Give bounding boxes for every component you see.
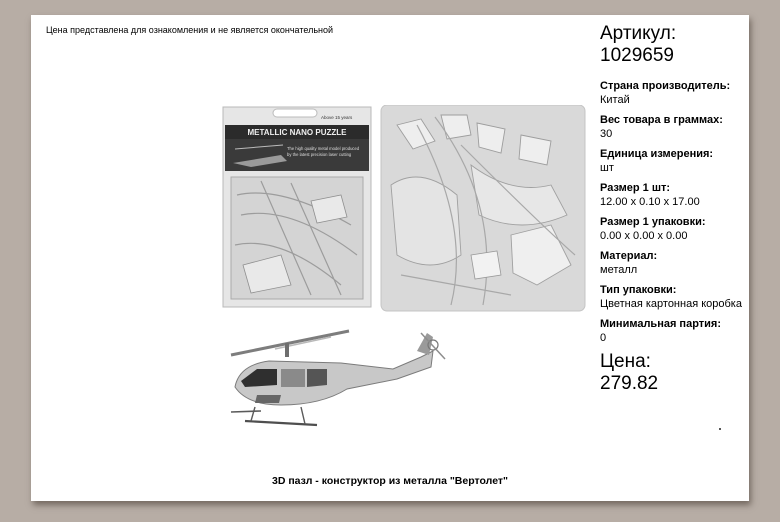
spec-label: Тип упаковки: (600, 284, 677, 296)
package-title: METALLIC NANO PUZZLE (247, 128, 347, 137)
spec-label: Минимальная партия: (600, 318, 721, 330)
price-value: 279.82 (600, 373, 659, 394)
spec-weight (600, 113, 748, 141)
spec-package-size (600, 215, 748, 243)
spec-min-batch (600, 317, 748, 345)
spec-label: Страна производитель: (600, 80, 731, 92)
spec-label: Материал: (600, 250, 658, 262)
spec-value: Китай (600, 94, 630, 106)
stray-dot (719, 428, 721, 430)
product-caption: 3D пазл - конструктор из металла "Вертолет" (271, 475, 509, 487)
product-info (600, 23, 748, 395)
spec-value: 0 (600, 332, 607, 344)
spec-unit (600, 147, 748, 175)
metal-sheet (381, 105, 585, 311)
package-age: Above 15 years (321, 115, 353, 120)
spec-country (600, 79, 748, 107)
spec-value: 12.00 x 0.10 x 17.00 (600, 196, 700, 208)
spec-material (600, 249, 748, 277)
product-photo (221, 105, 595, 440)
spec-item-size (600, 181, 748, 209)
spec-value: Цветная картонная коробка (600, 298, 742, 310)
article-value: 1029659 (600, 45, 674, 66)
product-sheet (31, 15, 749, 501)
package-card (223, 107, 371, 307)
spec-label: Размер 1 шт: (600, 182, 671, 194)
spec-value: 30 (600, 128, 613, 140)
package-subtitle-1: The high quality metal model produced (287, 146, 360, 151)
helicopter-model (231, 331, 445, 425)
spec-label: Вес товара в граммах: (600, 114, 723, 126)
price-label: Цена: (600, 351, 651, 372)
spec-label: Единица измерения: (600, 148, 714, 160)
spec-value: 0.00 x 0.00 x 0.00 (600, 230, 688, 242)
price-disclaimer: Цена представлена для ознакомления и не является окончательной (46, 25, 334, 35)
package-subtitle-2: by the latest precision laser cutting (287, 152, 352, 157)
spec-value: металл (600, 264, 638, 276)
article-label: Артикул: (600, 23, 677, 44)
spec-value: шт (600, 162, 614, 174)
spec-label: Размер 1 упаковки: (600, 216, 706, 228)
spec-package-type (600, 283, 748, 311)
